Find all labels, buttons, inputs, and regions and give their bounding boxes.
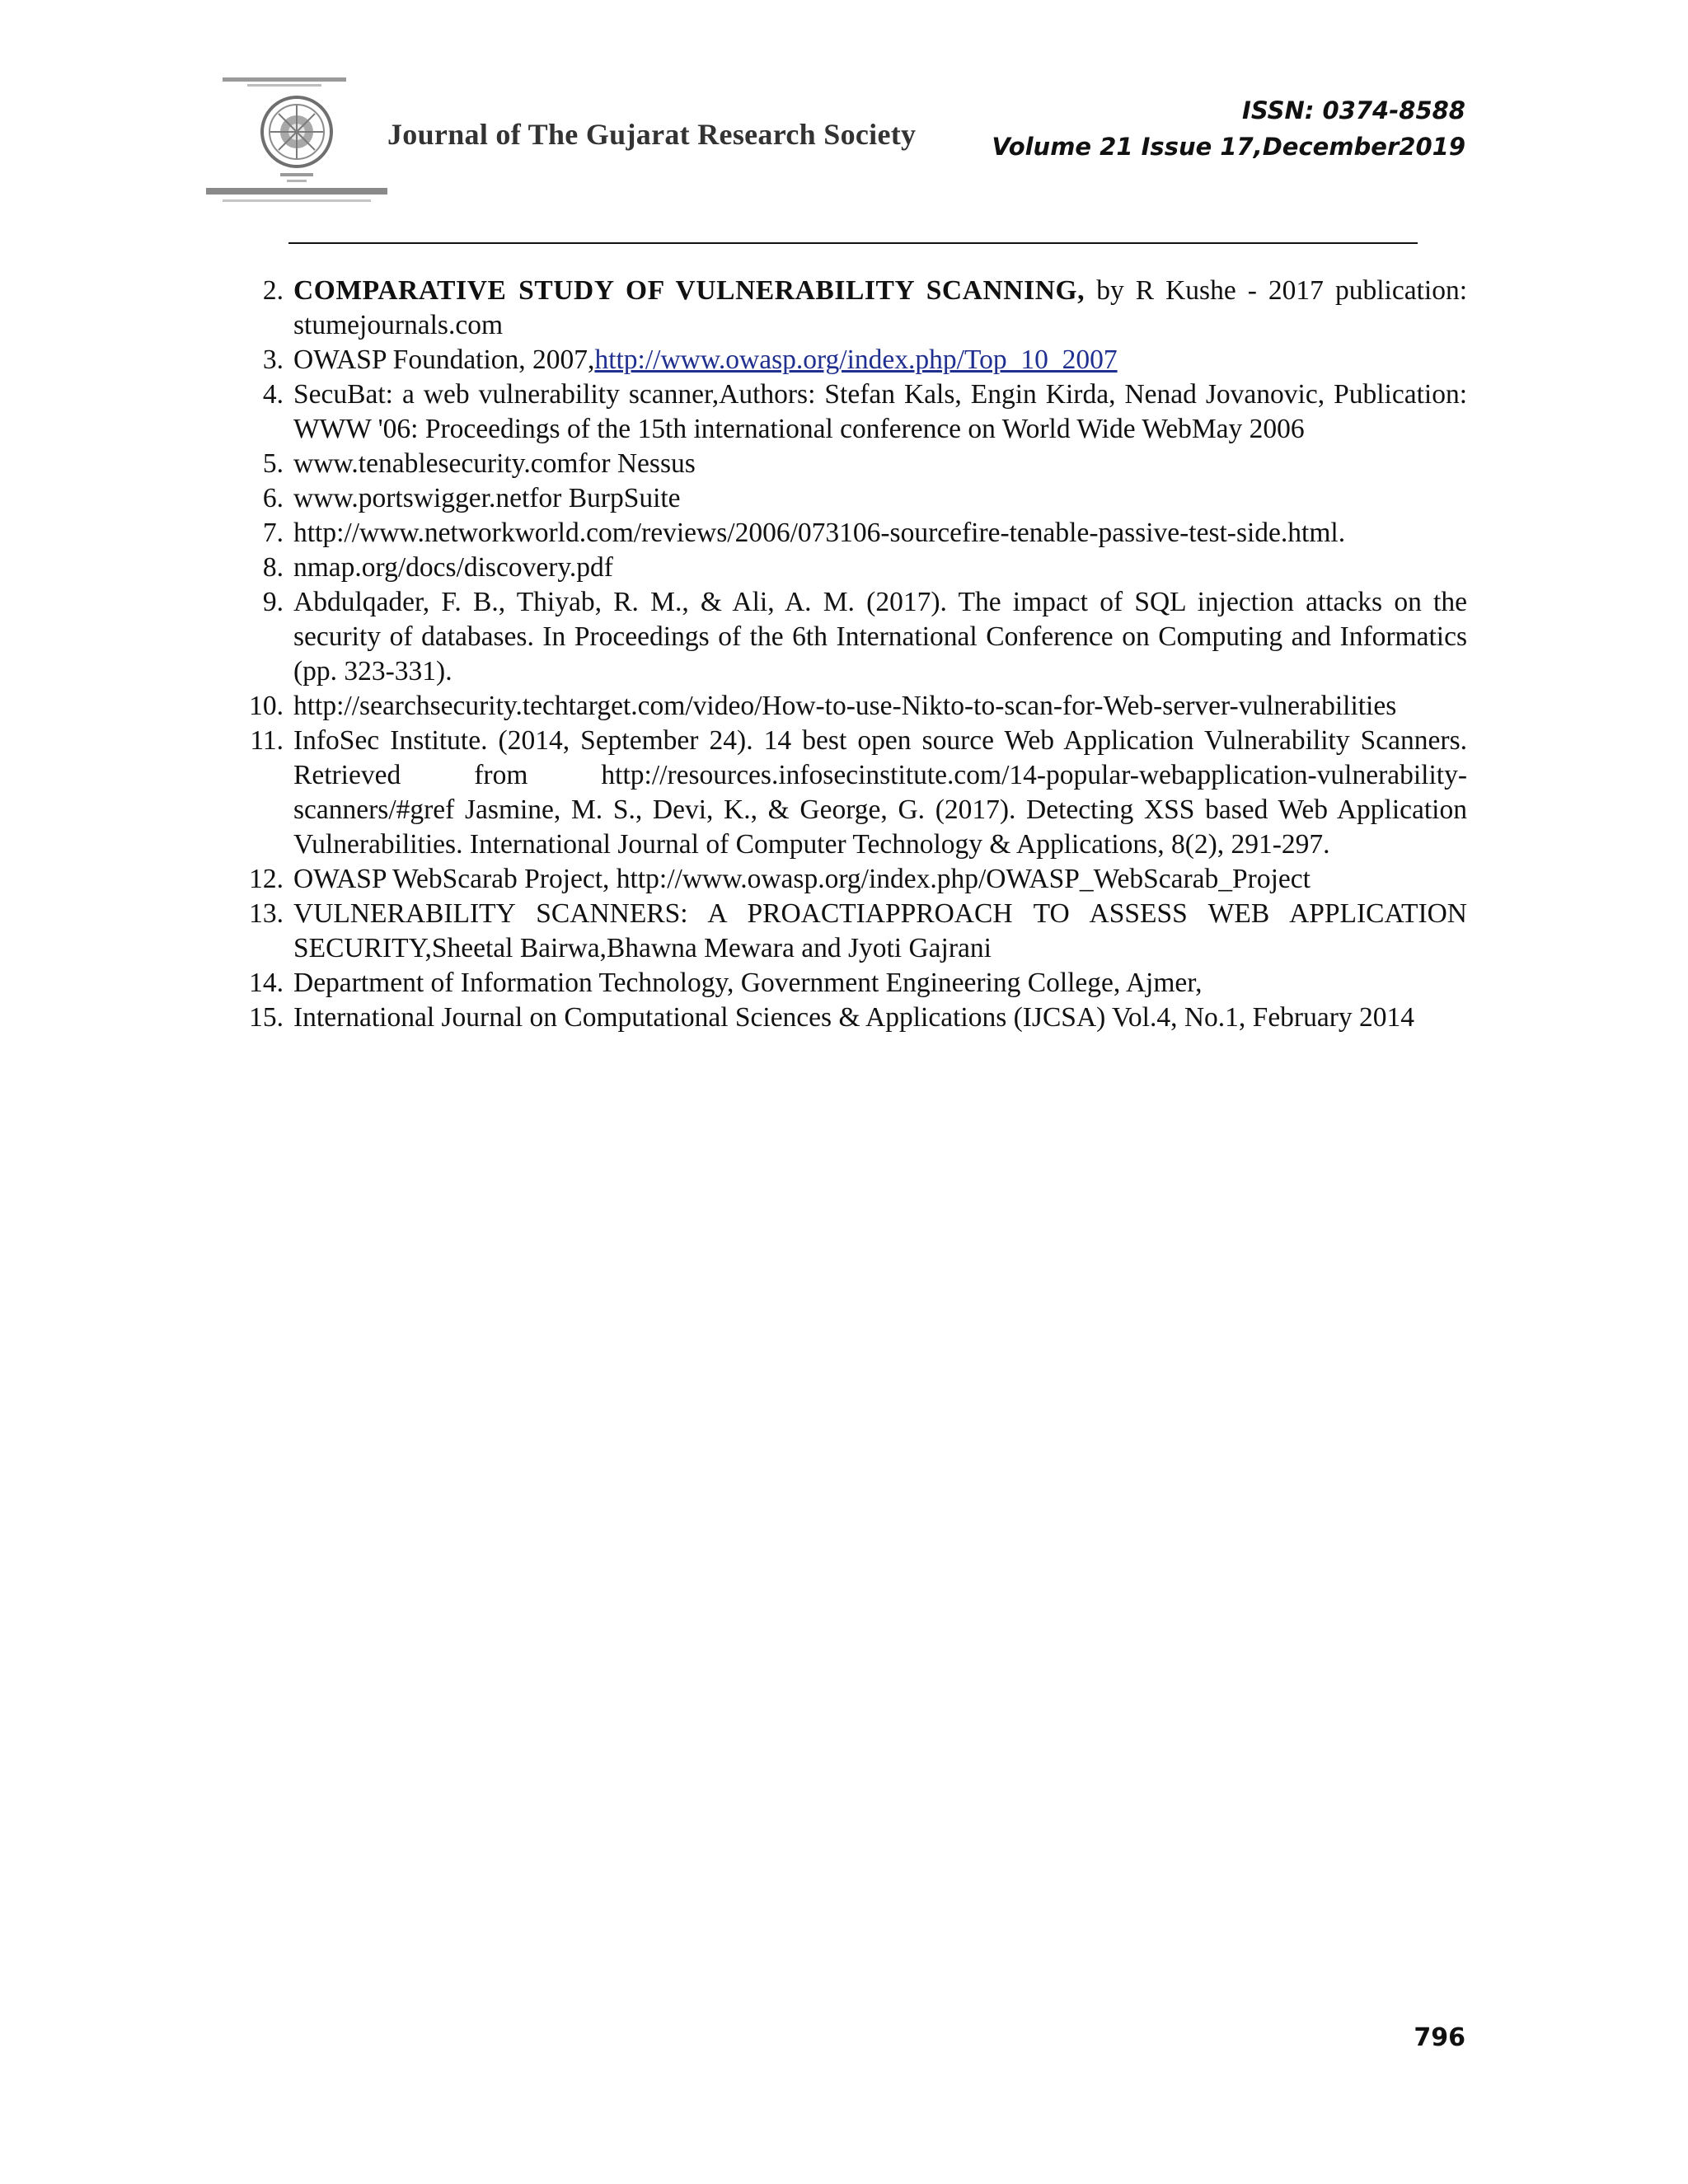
reference-item bbox=[247, 274, 1467, 343]
reference-list bbox=[247, 274, 1467, 1035]
reference-title: COMPARATIVE STUDY OF VULNERABILITY SCANNING, bbox=[293, 275, 1085, 306]
journal-name: Journal of The Gujarat Research Society bbox=[387, 118, 917, 151]
reference-text: OWASP Foundation, 2007, bbox=[293, 344, 595, 375]
reference-number: 5. bbox=[262, 448, 284, 479]
reference-item bbox=[247, 447, 1467, 481]
reference-number: 9. bbox=[262, 587, 284, 617]
reference-text: http://www.networkworld.com/reviews/2006/073106-sourcefire-tenable-passive-test-side.html. bbox=[293, 518, 1346, 548]
reference-number: 12. bbox=[249, 864, 284, 894]
reference-number: 14. bbox=[249, 968, 284, 998]
reference-item bbox=[247, 516, 1467, 551]
reference-text: www.tenablesecurity.comfor Nessus bbox=[293, 448, 696, 479]
reference-text: InfoSec Institute. (2014, September 24). 14 best open source Web Application Vulnerability Scanners. Retrieved from http://resources.infosecinstitute.com/14-popular-webapplication-vulnerability-scanners/#gref Jasmine, M. S., Devi, K., & George, G. (2017). Detecting XSS based Web Application Vulnerabilities. International Journal of Computer Technology & Applications, 8(2), 291-297. bbox=[293, 725, 1467, 860]
reference-item bbox=[247, 897, 1467, 966]
reference-item bbox=[247, 862, 1467, 897]
issn-volume-block bbox=[992, 92, 1465, 165]
reference-item bbox=[247, 724, 1467, 862]
reference-link[interactable]: http://www.owasp.org/index.php/Top_10_2007 bbox=[594, 344, 1118, 375]
reference-text: http://searchsecurity.techtarget.com/video/How-to-use-Nikto-to-scan-for-Web-server-vulnerabilities bbox=[293, 691, 1397, 721]
reference-text: Department of Information Technology, Government Engineering College, Ajmer, bbox=[293, 968, 1203, 998]
reference-text: VULNERABILITY SCANNERS: A PROACTIAPPROACH TO ASSESS WEB APPLICATION SECURITY,Sheetal Bairwa,Bhawna Mewara and Jyoti Gajrani bbox=[293, 898, 1467, 963]
reference-number: 2. bbox=[262, 275, 284, 306]
reference-item bbox=[247, 343, 1467, 377]
reference-text: Abdulqader, F. B., Thiyab, R. M., & Ali, A. M. (2017). The impact of SQL injection attacks on the security of databases. In Proceedings of the 6th International Conference on Computing and Informatics (pp. 323-331). bbox=[293, 587, 1467, 687]
reference-number: 6. bbox=[262, 483, 284, 513]
reference-number: 15. bbox=[249, 1002, 284, 1033]
reference-item bbox=[247, 481, 1467, 516]
header-divider bbox=[288, 242, 1418, 244]
reference-number: 3. bbox=[262, 344, 284, 375]
reference-item bbox=[247, 966, 1467, 1001]
volume-text: Volume 21 Issue 17,December2019 bbox=[992, 133, 1465, 161]
reference-item bbox=[247, 585, 1467, 689]
page-header bbox=[0, 0, 1688, 247]
journal-seal-icon bbox=[198, 68, 396, 216]
reference-item bbox=[247, 377, 1467, 447]
reference-text: nmap.org/docs/discovery.pdf bbox=[293, 552, 613, 583]
reference-item bbox=[247, 551, 1467, 585]
reference-item bbox=[247, 1001, 1467, 1035]
reference-text: by R Kushe - 2017 publication: stumejournals.com bbox=[293, 275, 1467, 340]
reference-item bbox=[247, 689, 1467, 724]
reference-number: 13. bbox=[249, 898, 284, 929]
issn-text: ISSN: 0374-8588 bbox=[1242, 96, 1465, 124]
page-number: 796 bbox=[1414, 2023, 1465, 2052]
reference-number: 10. bbox=[249, 691, 284, 721]
reference-text: OWASP WebScarab Project, http://www.owasp.org/index.php/OWASP_WebScarab_Project bbox=[293, 864, 1311, 894]
journal-logo bbox=[198, 68, 396, 216]
reference-number: 11. bbox=[250, 725, 284, 756]
reference-text: SecuBat: a web vulnerability scanner,Authors: Stefan Kals, Engin Kirda, Nenad Jovanovic, Publication: WWW '06: Proceedings of the 15th international conference on World Wide WebMay 2006 bbox=[293, 379, 1467, 444]
reference-text: www.portswigger.netfor BurpSuite bbox=[293, 483, 681, 513]
reference-number: 4. bbox=[262, 379, 284, 410]
reference-number: 8. bbox=[262, 552, 284, 583]
reference-number: 7. bbox=[262, 518, 284, 548]
reference-text: International Journal on Computational Sciences & Applications (IJCSA) Vol.4, No.1, February 2014 bbox=[293, 1002, 1414, 1033]
